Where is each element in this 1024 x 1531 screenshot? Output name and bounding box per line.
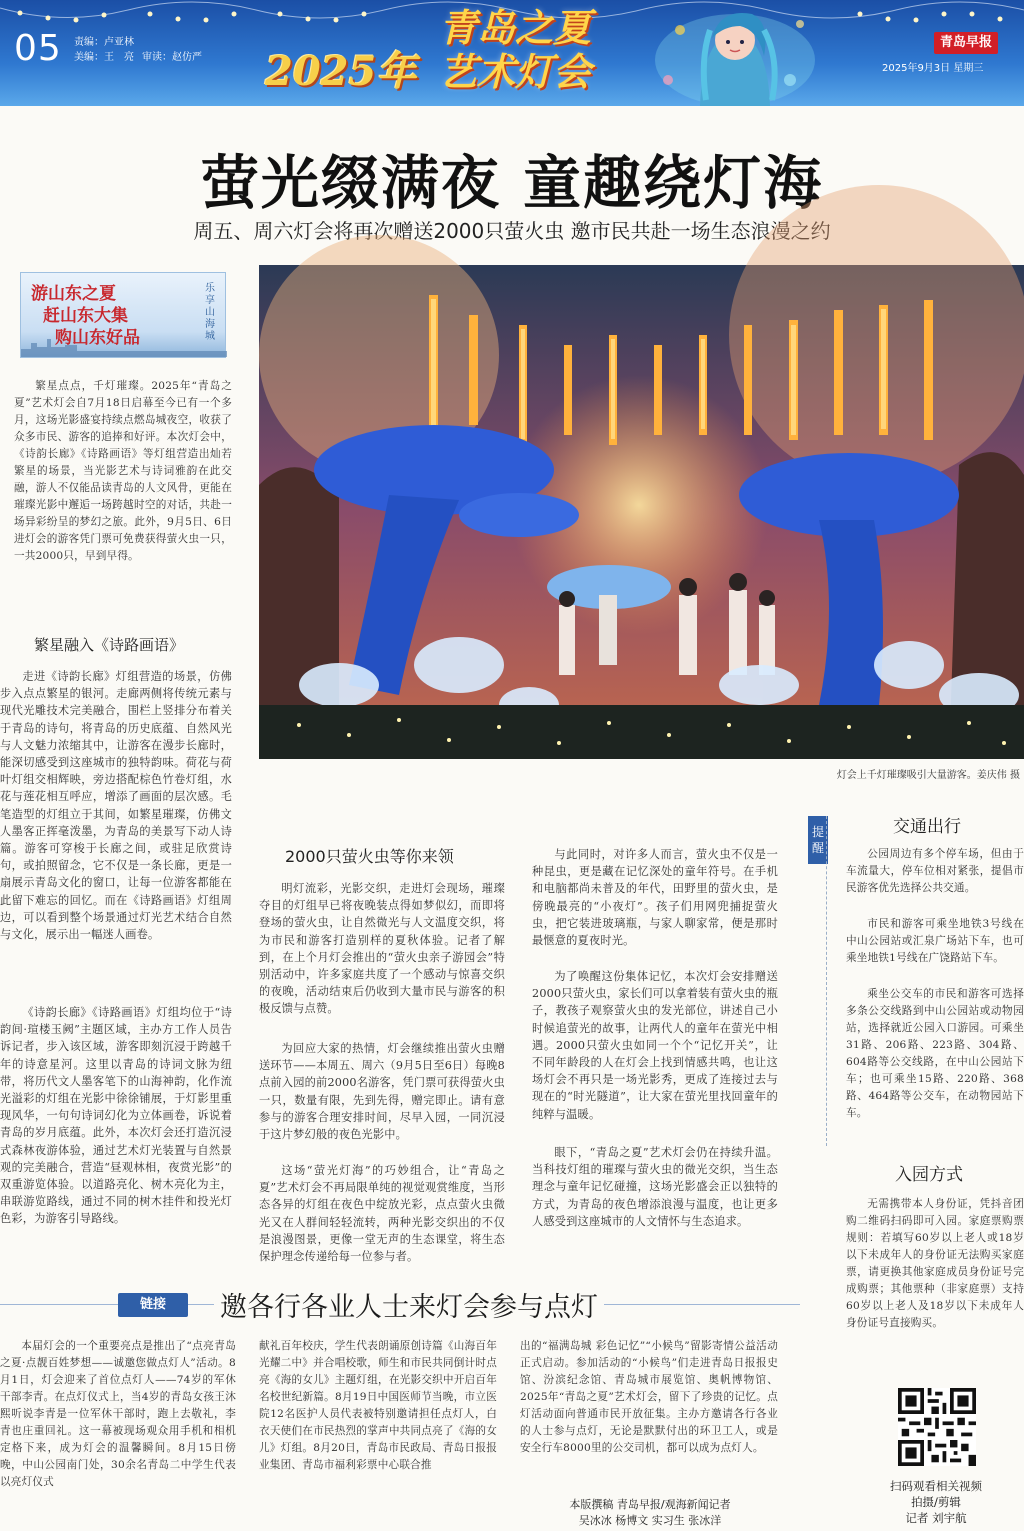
link-column-3: 出的“福满岛城 彩色记忆”“小候鸟”留影寄情公益活动正式启动。参加活动的“小候鸟”们走进青岛日报报史馆、汾滨纪念馆、青岛城市展览馆、奥帆博物馆、2025年“青岛之夏”艺术灯会，留下了珍贵的记忆。点灯活动面向普通市民开放征集。主办方邀请各行各业的人士参与点灯，无论是默默付出的环卫工人，或是安全行车8000里的公交司机，都可以成为点灯人。 xyxy=(520,1340,778,1454)
traffic-paragraph-2: 市民和游客可乘坐地铁3号线在中山公园站或汇泉广场站下车，也可乘坐地铁1号线在广饶路站下车。 xyxy=(846,918,1024,964)
credits-line-1: 本版撰稿 青岛早报/观海新闻记者 xyxy=(569,1498,731,1511)
article-headline: 萤光缀满夜 童趣绕灯海 xyxy=(200,149,824,217)
qr-caption-text: 扫码观看相关视频 xyxy=(890,1479,982,1493)
photo-caption: 灯会上千灯璀璨吸引大量游客。姜庆伟 摄 xyxy=(836,770,1020,781)
promo-box xyxy=(20,272,226,358)
reminder-tag: 提醒 xyxy=(808,816,828,864)
section1-paragraph-2: 《诗韵长廊》《诗路画语》灯组均位于“诗韵间·瑄楼玉阙”主题区域，主办方工作人员告诉记者，步入该区域，游客即刻沉浸于跨越千年的诗意星河。这里以青岛的诗词文脉为纽带，将历代文人墨客笔下的山海神韵，化作流光溢彩的灯组在光影中徐徐铺展，于灯影里重现风华，一句句诗词幻化为立体画卷，诉说着青岛的岁月底蕴。此外，本次灯会还打造沉浸式森林夜游体验，通过艺术灯光装置与自然景观的完美融合，营造“昼观林相，夜赏光影”的双重游览体验。以道路亮化、树木亮化为主，串联游览路线，通过不同的树木挂件和投光灯色彩，为游客引导路线。 xyxy=(0,1006,232,1226)
section1-title: 繁星融入《诗路画语》 xyxy=(34,636,185,654)
traffic-paragraph-3: 乘坐公交车的市民和游客可选择多条公交线路到中山公园站或动物园站，选择就近公园入口游园。可乘坐31路、206路、223路、304路、604路等公交线路，在中山公园站下车；也可乘坐15路、220路、368路、464路等公交车，在动物园站下车。 xyxy=(846,988,1024,1119)
page-header xyxy=(0,0,1024,106)
entry-paragraph: 无需携带本人身份证，凭抖音团购二维码扫码即可入园。家庭票购票规则：若填写60岁以上老人或18岁以下未成年人的身份证无法购买家庭票，请更换其他家庭成员身份证号完成购票；其他票种（非家庭票）支持60岁以上老人及18岁以下未成年人身份证号直接购买。 xyxy=(846,1198,1024,1329)
traffic-paragraph-1: 公园周边有多个停车场，但由于车流量大，停车位相对紧张，提倡市民游客优先选择公共交通。 xyxy=(846,848,1024,894)
traffic-title: 交通出行 xyxy=(893,817,961,837)
article-subhead: 周五、周六灯会将再次赠送2000只萤火虫 邀市民共赴一场生态浪漫之约 xyxy=(193,219,831,243)
section1-paragraph-1: 走进《诗韵长廊》灯组营造的场景，仿佛步入点点繁星的银河。走廊两侧将传统元素与现代光雕技术完美融合，围栏上竖排分布着关于青岛的诗句，将青岛的历史底蕴、自然风光与人文魅力浓缩其中，让游客在漫步长廊时，能深切感受到这座城市的独特韵味。荷花与荷叶灯组交相辉映，旁边搭配棕色竹卷灯组，水花与莲花相互呼应，增添了画面的层次感。毛笔造型的灯组立于其间，如繁星璀璨，仿佛文人墨客正挥毫泼墨，为青岛的美景写下动人诗篇。游客可穿梭于长廊之间，或驻足欣赏诗句，或拍照留念，它不仅是一条长廊，更是一扇展示青岛文化的窗口，让每一位游客都能在此留下难忘的回忆。而在《诗路画语》灯组周边，可以看到整个场景通过灯光艺术结合自然与文化，展示出一幅迷人画卷。 xyxy=(0,670,232,942)
link-column-1: 本届灯会的一个重要亮点是推出了“点亮青岛之夏·点靓百姓梦想——诚邀您做点灯人”活动。8月1日，灯会迎来了首位点灯人——74岁的军休干部李青。在点灯仪式上，当4岁的青岛女孩王沐熙听说李青是一位军休干部时，跑上去敬礼，李青也庄重回礼。这一幕被现场观众用手机和相机定格下来，成为灯会的温馨瞬间。8月15日傍晚，中山公园南门处，30余名青岛二中学生代表以亮灯仪式 xyxy=(0,1340,236,1488)
proofreader: 审读：赵仿严 xyxy=(142,52,202,63)
issue-date: 2025年9月3日 星期三 xyxy=(882,63,984,74)
promo-line-3: 购山东好品 xyxy=(55,328,140,348)
mermaid-mascot-illustration xyxy=(640,0,830,106)
promo-line-1: 游山东之夏 xyxy=(31,284,116,304)
event-title-line1: 青岛之夏 xyxy=(438,5,591,50)
section2-paragraph-2: 为回应大家的热情，灯会继续推出萤火虫赠送环节——本周五、周六（9月5日至6日）每晚8点前入园的前2000名游客，凭门票可获得萤火虫一只，数量有限，先到先得，赠完即止。请有意参与的游客合理安排时间，尽早入园，一同沉浸于这片梦幻般的夜色光影中。 xyxy=(259,1042,505,1142)
credits-line-2: 吴冰冰 杨博文 实习生 张冰洋 xyxy=(578,1514,722,1527)
event-title xyxy=(400,6,630,94)
lantern-festival-photo xyxy=(259,265,1024,759)
section2-paragraph-4: 与此同时，对许多人而言，萤火虫不仅是一种昆虫，更是藏在记忆深处的童年符号。在手机和电脑都尚未普及的年代，田野里的萤火虫，是傍晚最亮的“小夜灯”。孩子们用网兜捕捉萤火虫，把它装进玻璃瓶，与家人聊家常，便是那时最惬意的夏夜时光。 xyxy=(532,848,778,948)
link-section-title: 邀各行各业人士来灯会参与点灯 xyxy=(214,1285,604,1324)
city-skyline-graphic xyxy=(21,335,227,357)
section2-paragraph-1: 明灯流彩，光影交织，走进灯会现场，璀璨夺目的灯组早已将夜晚装点得如梦似幻，而即将登场的萤火虫，让自然微光与人文温度交织，将为市民和游客打造别样的夏秋体验。记者了解到，在上个月灯会推出的“萤火虫亲子游园会”特别活动中，许多家庭共度了一个感动与惊喜交织的夜晚，活动结束后仍收到大量市民与游客的积极反馈与点赞。 xyxy=(259,882,505,1016)
section2-paragraph-5: 为了唤醒这份集体记忆，本次灯会安排赠送2000只萤火虫，家长们可以拿着装有萤火虫的瓶子，教孩子观察萤火虫的发光部位，讲述自己小时候追萤光的故事，让两代人的童年在萤光中相遇。2000只萤火虫如同一个个“记忆开关”，让不同年龄段的人在灯会上找到情感共鸣，也让这场灯会不再只是一场光影秀，更成了连接过去与现在的“时光隧道”，让大家在萤光里找回童年的纯粹与温暖。 xyxy=(532,970,778,1121)
event-title-line2: 艺术灯会 xyxy=(438,49,591,94)
qr-credit-role: 拍摄/剪辑 xyxy=(911,1495,961,1509)
designer: 美编：王 亮 xyxy=(74,52,134,63)
page-number: 05 xyxy=(14,28,62,69)
article-intro: 繁星点点，千灯璀璨。2025年“青岛之夏”艺术灯会自7月18日启幕至今已有一个多月，这场光影盛宴持续点燃岛城夜空，收获了众多市民、游客的追捧和好评。本次灯会中，《诗韵长廊》《诗路画语》等灯组营造出灿若繁星的场景，当光影艺术与诗词雅韵在此交融，游人不仅能品读青岛的人文风骨，更能在璀璨光影中邂逅一场跨越时空的对话，共赴一场异彩纷呈的梦幻之旅。此外，9月5日、6日进灯会的游客凭门票可免费获得萤火虫一只，一共2000只，早到早得。 xyxy=(14,380,232,562)
section2-paragraph-6: 眼下，“青岛之夏”艺术灯会仍在持续升温。当科技灯组的璀璨与萤火虫的微光交织，当生态理念与童年记忆碰撞，这场光影盛会正以独特的方式，为青岛的夜色增添浪漫与温度，也让更多人感受到这座城市的人文情怀与生态追求。 xyxy=(532,1146,778,1228)
entry-title: 入园方式 xyxy=(895,1165,963,1185)
qr-caption xyxy=(856,1478,1016,1526)
editor-credits xyxy=(74,35,210,65)
event-year: 2025年 xyxy=(265,48,417,95)
section2-paragraph-3: 这场“萤光灯海”的巧妙组合，让“青岛之夏”艺术灯会不再局限单纯的视觉观赏维度，当形态各异的灯组在夜色中绽放光彩，点点萤火虫微光又在人群间轻轻流转，两种光影交织出的不仅是浪漫图景，更像一堂无声的生态课堂，将生态保护理念传递给每一位参与者。 xyxy=(259,1164,505,1264)
page-credits xyxy=(520,1497,780,1529)
link-column-2: 献礼百年校庆，学生代表朗诵原创诗篇《山海百年 光耀二中》并合唱校歌，师生和市民共同倒计时点亮《海的女儿》主题灯组，在光影交织中开启百年名校世纪新篇。8月19日中国医师节当晚，市立医院12名医护人员代表被特别邀请担任点灯人，白衣天使们在市民热烈的掌声中共同点亮了《海的女儿》灯组。8月20日，青岛市民政局、青岛日报报业集团、青岛市福利彩票中心联合推 xyxy=(259,1340,497,1471)
editor: 责编：卢亚林 xyxy=(74,37,134,48)
link-tag: 链接 xyxy=(118,1293,188,1317)
promo-line-2: 赶山东大集 xyxy=(43,306,128,326)
qr-credit-name: 记者 刘宇航 xyxy=(905,1511,967,1525)
reminder-divider xyxy=(826,816,827,1146)
section2-title: 2000只萤火虫等你来领 xyxy=(285,847,454,866)
promo-side-text: 乐享山海城 xyxy=(205,283,215,342)
newspaper-logo: 青岛早报 xyxy=(934,32,998,54)
photo-illustration xyxy=(259,265,1024,759)
qr-code[interactable] xyxy=(898,1388,976,1466)
